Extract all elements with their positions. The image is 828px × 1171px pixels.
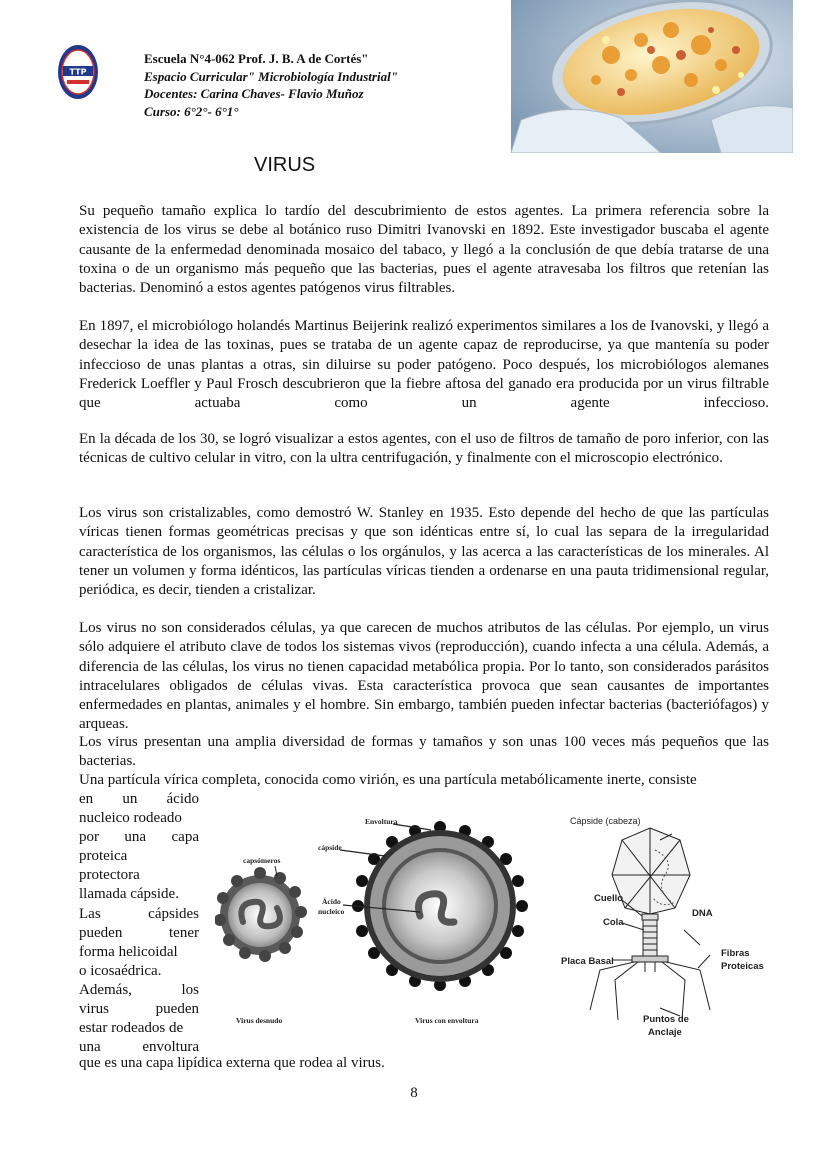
label-capside-cabeza: Cápside (cabeza) bbox=[570, 816, 641, 826]
label-cuello: Cuello bbox=[594, 893, 624, 904]
paragraph-3: En la década de los 30, se logró visualizar a estos agentes, con el uso de filtros de tamaño de poro inferior, con las técnicas de cultivo celular in vitro, con la ultra centrifugación, y finalmente con el microscopio electrónico. bbox=[79, 431, 769, 467]
paragraph-7: Una partícula vírica completa, conocida como virión, es una partícula metabólicamente inerte, consiste bbox=[79, 772, 697, 788]
header-subject: Espacio Curricular" Microbiología Industrial" bbox=[144, 68, 398, 84]
label-fibras-2: Proteicas bbox=[721, 961, 764, 972]
label-acido-1: Ácido bbox=[322, 897, 341, 906]
label-virus-con-envoltura: Virus con envoltura bbox=[415, 1016, 479, 1025]
label-fibras-1: Fibras bbox=[721, 948, 750, 959]
label-envoltura: Envoltura bbox=[365, 817, 398, 826]
logo-text: TTP bbox=[69, 67, 87, 77]
side-line: virus pueden bbox=[79, 1001, 199, 1018]
side-line: o icosaédrica. bbox=[79, 962, 162, 979]
page-title: VIRUS bbox=[254, 154, 316, 176]
enveloped-virus-icon bbox=[352, 821, 528, 991]
page-number: 8 bbox=[410, 1085, 418, 1101]
label-dna: DNA bbox=[692, 908, 713, 919]
virus-diagram bbox=[215, 810, 535, 1035]
side-line: estar rodeados de bbox=[79, 1020, 184, 1037]
side-text-column bbox=[79, 790, 199, 1057]
side-line: una envoltura bbox=[79, 1039, 199, 1056]
side-line: protectora bbox=[79, 867, 140, 884]
side-line: proteica bbox=[79, 848, 128, 865]
header-course: Curso: 6°2°- 6°1° bbox=[144, 103, 239, 119]
paragraph-5: Los virus no son considerados células, ya que carecen de muchos atributos de las células. Por ejemplo, un virus sólo adquiere el atributo clave de todos los sistemas vivos (reproducción), cuando infecta a una célula. Además, a diferencia de las células, los virus no tienen capacidad metabólica propia. Por lo tanto, son considerados parásitos intracelulares obligados de células vivas. Esta característica provoca que sean causantes de importantes enfermedades en plantas, animales y el hombre. Sin embargo, también pueden infectar bacterias (bacteriófagos) y arqueas. bbox=[79, 620, 769, 733]
school-header bbox=[144, 50, 398, 120]
label-capside: cápside bbox=[318, 843, 342, 852]
label-capsomeros: capsómeros bbox=[243, 856, 281, 865]
side-line: forma helicoidal bbox=[79, 943, 178, 960]
petri-dish-photo bbox=[511, 0, 793, 153]
header-school-name: Escuela N°4-062 Prof. J. B. A de Cortés" bbox=[144, 51, 369, 66]
side-line: Además, los bbox=[79, 981, 199, 998]
label-virus-desnudo: Virus desnudo bbox=[236, 1016, 283, 1025]
paragraph-1: Su pequeño tamaño explica lo tardío del descubrimiento de estos agentes. La primera referencia sobre la existencia de los virus se debe al botánico ruso Dimitri Ivanovski en 1892. Este investigador buscaba el agente causante de la enfermedad denominada mosaico del tabaco, y llegó a la conclusión de que debía tratarse de una toxina o de un organismo más pequeño que las bacterias, pues el agente atravesaba los filtros que retenían las bacterias. Denominó a estos agentes patógenos virus filtrables. bbox=[79, 203, 769, 297]
label-puntos-1: Puntos de bbox=[643, 1014, 689, 1025]
naked-virus-icon bbox=[215, 867, 307, 962]
side-line: llamada cápside. bbox=[79, 886, 179, 903]
label-placa-basal: Placa Basal bbox=[561, 956, 614, 967]
school-logo bbox=[57, 44, 99, 100]
final-line: que es una capa lipídica externa que rodea al virus. bbox=[79, 1055, 385, 1071]
side-line: nucleico rodeado bbox=[79, 810, 182, 827]
paragraph-4: Los virus son cristalizables, como demostró W. Stanley en 1935. Esto depende del hecho de que las partículas víricas tienen formas geométricas precisas y que son idénticas entre sí, lo cual las separa de la irregularidad característica de los organismos, las células o los orgánulos, y las acerca a las características de los minerales. Al tener un volumen y forma idénticos, las partículas víricas tienden a ordenarse en una pauta tridimensional regular, periódica, es decir, tienden a cristalizar. bbox=[79, 505, 769, 599]
bacteriophage-diagram bbox=[560, 820, 770, 1040]
header-teachers: Docentes: Carina Chaves- Flavio Muñoz bbox=[144, 86, 364, 101]
label-acido-2: nucleico bbox=[318, 907, 345, 916]
paragraph-6: Los virus presentan una amplia diversidad de formas y tamaños y son unas 100 veces más pequeños que las bacterias. bbox=[79, 734, 769, 770]
side-line: Las cápsides bbox=[79, 905, 199, 922]
label-cola: Cola bbox=[603, 917, 624, 928]
paragraph-2: En 1897, el microbiólogo holandés Martinus Beijerink realizó experimentos similares a los de Ivanovski, y llegó a desechar la idea de las toxinas, pues se trataba de un agente capaz de reproducirse, ya que mantenía su poder infeccioso de unas plantas a otras, sin diluirse su poder patógeno. Poco después, los microbiólogos alemanes Frederick Loeffler y Paul Frosch descubrieron que la fiebre aftosa del ganado era producida por un virus filtrable que actuaba como un agente infeccioso. bbox=[79, 318, 769, 412]
side-line: en un ácido bbox=[79, 791, 199, 807]
label-puntos-2: Anclaje bbox=[648, 1027, 682, 1038]
side-line: por una capa bbox=[79, 829, 199, 846]
side-line: pueden tener bbox=[79, 924, 199, 941]
